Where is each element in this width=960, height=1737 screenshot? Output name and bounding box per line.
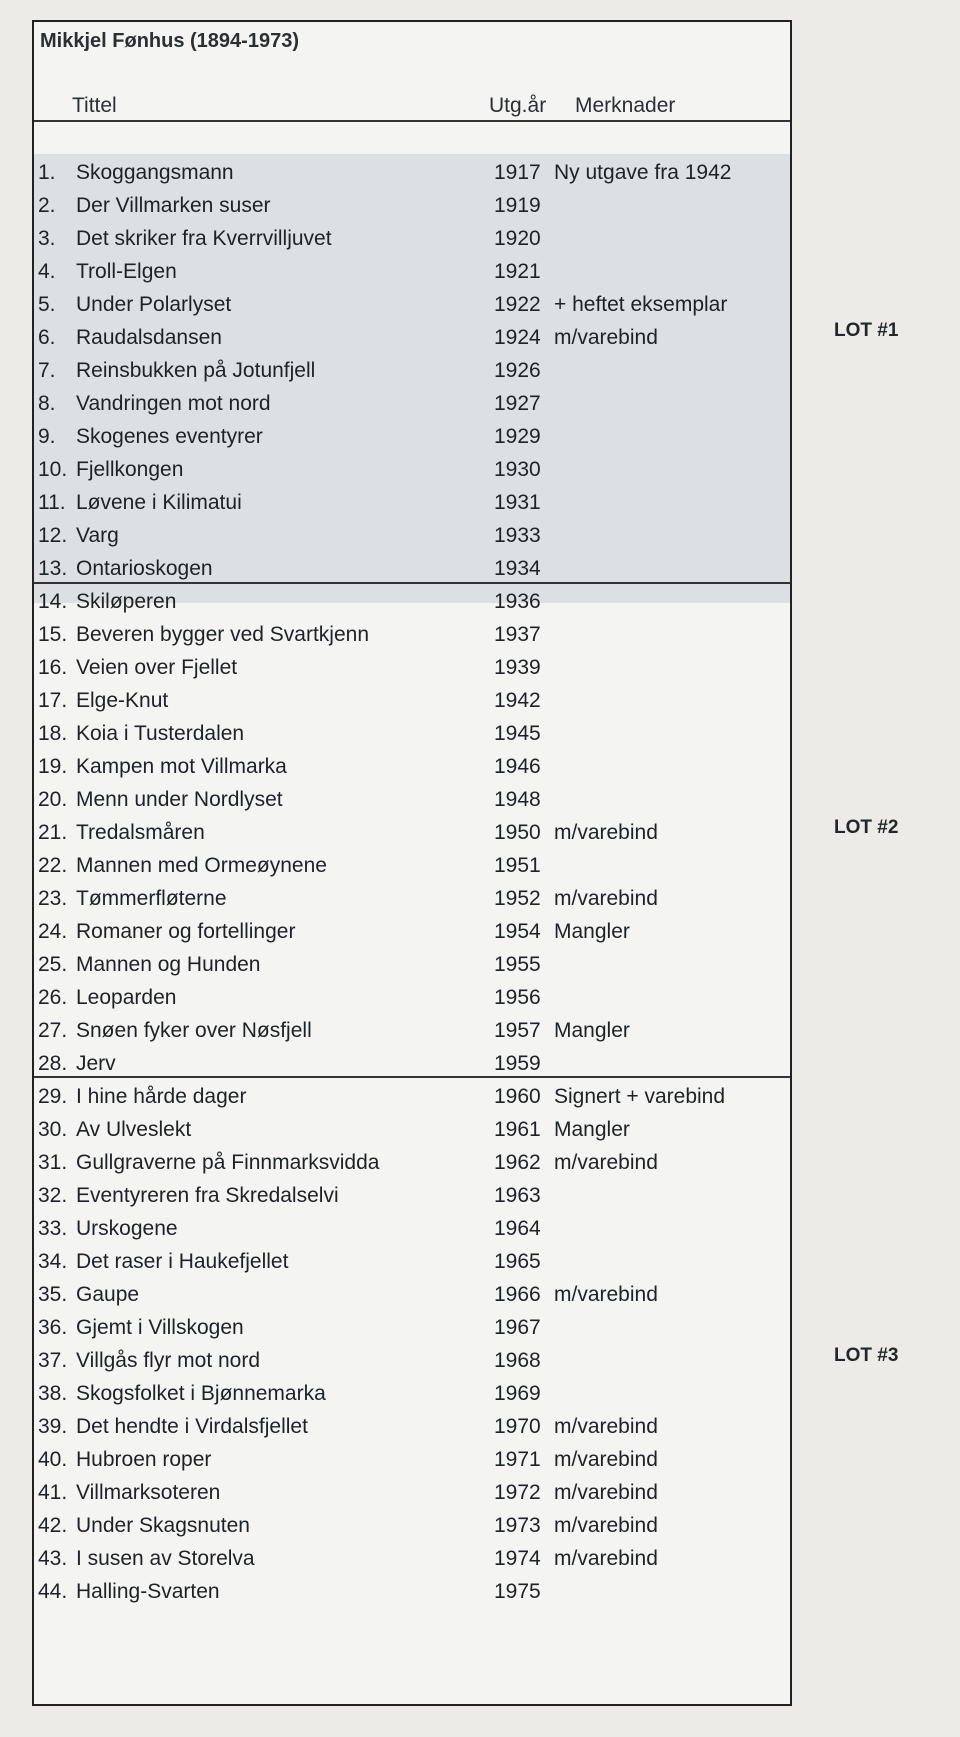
book-number: 15. bbox=[38, 623, 68, 646]
book-title: Skoggangsmann bbox=[76, 161, 234, 184]
book-title: Eventyreren fra Skredalselvi bbox=[76, 1184, 339, 1207]
book-number: 32. bbox=[38, 1184, 68, 1207]
book-number: 2. bbox=[38, 194, 56, 217]
book-list-sheet bbox=[32, 20, 792, 1706]
book-note: m/varebind bbox=[554, 1151, 658, 1174]
book-note: m/varebind bbox=[554, 1481, 658, 1504]
book-title: Jerv bbox=[76, 1052, 116, 1075]
book-title: Under Skagsnuten bbox=[76, 1514, 250, 1537]
table-row bbox=[34, 651, 790, 684]
table-row bbox=[34, 717, 790, 750]
book-year: 1922 bbox=[494, 293, 541, 316]
table-row bbox=[34, 1311, 790, 1344]
lot-divider-2 bbox=[34, 1076, 790, 1078]
book-title: Skogenes eventyrer bbox=[76, 425, 263, 448]
book-note: m/varebind bbox=[554, 1415, 658, 1438]
book-year: 1919 bbox=[494, 194, 541, 217]
book-title: Koia i Tusterdalen bbox=[76, 722, 245, 745]
book-note: m/varebind bbox=[554, 1547, 658, 1570]
book-number: 20. bbox=[38, 788, 68, 811]
book-number: 16. bbox=[38, 656, 68, 679]
book-number: 39. bbox=[38, 1415, 68, 1438]
book-title: Urskogene bbox=[76, 1217, 178, 1240]
book-title: Ontarioskogen bbox=[76, 557, 213, 580]
book-number: 1. bbox=[38, 161, 56, 184]
book-year: 1956 bbox=[494, 986, 541, 1009]
book-number: 35. bbox=[38, 1283, 68, 1306]
book-number: 29. bbox=[38, 1085, 68, 1108]
table-row bbox=[34, 1377, 790, 1410]
table-row bbox=[34, 288, 790, 321]
book-title: Mannen og Hunden bbox=[76, 953, 261, 976]
book-title: Halling-Svarten bbox=[76, 1580, 220, 1603]
book-title: Vandringen mot nord bbox=[76, 392, 271, 415]
book-number: 36. bbox=[38, 1316, 68, 1339]
book-number: 18. bbox=[38, 722, 68, 745]
table-row bbox=[34, 453, 790, 486]
book-number: 5. bbox=[38, 293, 56, 316]
book-year: 1936 bbox=[494, 590, 541, 613]
book-year: 1965 bbox=[494, 1250, 541, 1273]
table-row bbox=[34, 1344, 790, 1377]
book-number: 43. bbox=[38, 1547, 68, 1570]
book-title: Der Villmarken suser bbox=[76, 194, 271, 217]
book-number: 24. bbox=[38, 920, 68, 943]
book-year: 1945 bbox=[494, 722, 541, 745]
book-year: 1933 bbox=[494, 524, 541, 547]
book-note: m/varebind bbox=[554, 326, 658, 349]
table-row bbox=[34, 849, 790, 882]
book-year: 1924 bbox=[494, 326, 541, 349]
book-title: Gjemt i Villskogen bbox=[76, 1316, 244, 1339]
book-title: Av Ulveslekt bbox=[76, 1118, 192, 1141]
book-title: Menn under Nordlyset bbox=[76, 788, 283, 811]
book-number: 42. bbox=[38, 1514, 68, 1537]
lot-divider-1 bbox=[34, 582, 790, 584]
book-number: 12. bbox=[38, 524, 68, 547]
book-year: 1931 bbox=[494, 491, 541, 514]
book-year: 1972 bbox=[494, 1481, 541, 1504]
book-title: Troll-Elgen bbox=[76, 260, 177, 283]
table-row bbox=[34, 1542, 790, 1575]
book-note: Mangler bbox=[554, 1118, 630, 1141]
book-number: 11. bbox=[38, 491, 66, 514]
table-row bbox=[34, 255, 790, 288]
table-row bbox=[34, 684, 790, 717]
book-title: Romaner og fortellinger bbox=[76, 920, 296, 943]
book-year: 1970 bbox=[494, 1415, 541, 1438]
book-title: Det raser i Haukefjellet bbox=[76, 1250, 289, 1273]
book-year: 1929 bbox=[494, 425, 541, 448]
book-note: m/varebind bbox=[554, 887, 658, 910]
table-row bbox=[34, 882, 790, 915]
book-number: 13. bbox=[38, 557, 68, 580]
book-year: 1951 bbox=[494, 854, 541, 877]
book-number: 6. bbox=[38, 326, 56, 349]
table-row bbox=[34, 189, 790, 222]
book-year: 1975 bbox=[494, 1580, 541, 1603]
book-title: Det hendte i Virdalsfjellet bbox=[76, 1415, 308, 1438]
table-row bbox=[34, 948, 790, 981]
book-title: Villgås flyr mot nord bbox=[76, 1349, 261, 1372]
book-note: Mangler bbox=[554, 1019, 630, 1042]
column-header-notes: Merknader bbox=[575, 94, 676, 117]
book-number: 10. bbox=[38, 458, 68, 481]
table-row bbox=[34, 321, 790, 354]
table-row bbox=[34, 552, 790, 585]
book-title: I hine hårde dager bbox=[76, 1085, 247, 1108]
table-row bbox=[34, 1245, 790, 1278]
book-title: Løvene i Kilimatui bbox=[76, 491, 242, 514]
table-row bbox=[34, 915, 790, 948]
table-row bbox=[34, 354, 790, 387]
table-row bbox=[34, 486, 790, 519]
column-header-year: Utg.år bbox=[489, 94, 547, 117]
book-number: 22. bbox=[38, 854, 68, 877]
book-title: Varg bbox=[76, 524, 119, 547]
table-row bbox=[34, 1179, 790, 1212]
book-number: 37. bbox=[38, 1349, 68, 1372]
book-title: Gullgraverne på Finnmarksvidda bbox=[76, 1151, 380, 1174]
table-row bbox=[34, 156, 790, 189]
table-row bbox=[34, 420, 790, 453]
book-number: 28. bbox=[38, 1052, 68, 1075]
book-title: Gaupe bbox=[76, 1283, 140, 1306]
book-number: 27. bbox=[38, 1019, 68, 1042]
lot-1-label: LOT #1 bbox=[834, 320, 899, 341]
book-number: 8. bbox=[38, 392, 56, 415]
book-year: 1963 bbox=[494, 1184, 541, 1207]
lot-2-label: LOT #2 bbox=[834, 817, 899, 838]
book-year: 1961 bbox=[494, 1118, 541, 1141]
book-year: 1921 bbox=[494, 260, 541, 283]
book-number: 38. bbox=[38, 1382, 68, 1405]
book-title: Snøen fyker over Nøsfjell bbox=[76, 1019, 312, 1042]
table-row bbox=[34, 585, 790, 618]
book-number: 17. bbox=[38, 689, 68, 712]
book-number: 7. bbox=[38, 359, 56, 382]
book-number: 30. bbox=[38, 1118, 68, 1141]
book-title: Kampen mot Villmarka bbox=[76, 755, 287, 778]
book-title: Hubroen roper bbox=[76, 1448, 212, 1471]
book-year: 1971 bbox=[494, 1448, 541, 1471]
table-row bbox=[34, 519, 790, 552]
book-year: 1948 bbox=[494, 788, 541, 811]
book-number: 34. bbox=[38, 1250, 68, 1273]
book-title: Mannen med Ormeøynene bbox=[76, 854, 327, 877]
book-title: Tredalsmåren bbox=[76, 821, 205, 844]
book-number: 9. bbox=[38, 425, 56, 448]
book-title: Beveren bygger ved Svartkjenn bbox=[76, 623, 370, 646]
book-number: 41. bbox=[38, 1481, 68, 1504]
book-year: 1974 bbox=[494, 1547, 541, 1570]
book-year: 1952 bbox=[494, 887, 541, 910]
book-number: 26. bbox=[38, 986, 68, 1009]
table-row bbox=[34, 750, 790, 783]
book-year: 1926 bbox=[494, 359, 541, 382]
book-year: 1946 bbox=[494, 755, 541, 778]
book-note: m/varebind bbox=[554, 1514, 658, 1537]
book-year: 1973 bbox=[494, 1514, 541, 1537]
book-year: 1955 bbox=[494, 953, 541, 976]
book-year: 1934 bbox=[494, 557, 541, 580]
table-row bbox=[34, 816, 790, 849]
book-year: 1954 bbox=[494, 920, 541, 943]
book-title: Fjellkongen bbox=[76, 458, 184, 481]
header-divider bbox=[34, 120, 790, 122]
book-title: Villmarksoteren bbox=[76, 1481, 221, 1504]
table-row bbox=[34, 1146, 790, 1179]
book-title: Skogsfolket i Bjønnemarka bbox=[76, 1382, 326, 1405]
book-title: Elge-Knut bbox=[76, 689, 169, 712]
table-row bbox=[34, 1278, 790, 1311]
book-title: Leoparden bbox=[76, 986, 177, 1009]
author-title: Mikkjel Fønhus (1894-1973) bbox=[40, 30, 299, 52]
book-number: 25. bbox=[38, 953, 68, 976]
book-number: 19. bbox=[38, 755, 68, 778]
table-row bbox=[34, 1443, 790, 1476]
book-year: 1962 bbox=[494, 1151, 541, 1174]
book-year: 1937 bbox=[494, 623, 541, 646]
book-year: 1967 bbox=[494, 1316, 541, 1339]
book-note: Ny utgave fra 1942 bbox=[554, 161, 732, 184]
book-year: 1939 bbox=[494, 656, 541, 679]
book-title: Tømmerfløterne bbox=[76, 887, 227, 910]
table-row bbox=[34, 387, 790, 420]
book-title: Skiløperen bbox=[76, 590, 177, 613]
book-year: 1964 bbox=[494, 1217, 541, 1240]
book-year: 1950 bbox=[494, 821, 541, 844]
book-title: Det skriker fra Kverrvilljuvet bbox=[76, 227, 332, 250]
table-row bbox=[34, 1113, 790, 1146]
book-title: Raudalsdansen bbox=[76, 326, 222, 349]
book-number: 23. bbox=[38, 887, 68, 910]
table-row bbox=[34, 618, 790, 651]
book-note: + heftet eksemplar bbox=[554, 293, 728, 316]
book-year: 1957 bbox=[494, 1019, 541, 1042]
book-note: m/varebind bbox=[554, 1448, 658, 1471]
book-note: Signert + varebind bbox=[554, 1085, 726, 1108]
book-title: Veien over Fjellet bbox=[76, 656, 238, 679]
book-number: 40. bbox=[38, 1448, 68, 1471]
book-number: 44. bbox=[38, 1580, 68, 1603]
book-number: 14. bbox=[38, 590, 68, 613]
table-row bbox=[34, 1509, 790, 1542]
book-year: 1969 bbox=[494, 1382, 541, 1405]
table-row bbox=[34, 783, 790, 816]
book-year: 1959 bbox=[494, 1052, 541, 1075]
table-row bbox=[34, 981, 790, 1014]
book-number: 21. bbox=[38, 821, 68, 844]
book-number: 33. bbox=[38, 1217, 68, 1240]
table-row bbox=[34, 1575, 790, 1608]
table-row bbox=[34, 1476, 790, 1509]
book-number: 3. bbox=[38, 227, 56, 250]
table-row bbox=[34, 1212, 790, 1245]
lot-3-label: LOT #3 bbox=[834, 1345, 899, 1366]
book-year: 1960 bbox=[494, 1085, 541, 1108]
book-year: 1930 bbox=[494, 458, 541, 481]
book-year: 1968 bbox=[494, 1349, 541, 1372]
book-number: 31. bbox=[38, 1151, 68, 1174]
book-note: Mangler bbox=[554, 920, 630, 943]
table-row bbox=[34, 222, 790, 255]
book-year: 1917 bbox=[494, 161, 541, 184]
book-note: m/varebind bbox=[554, 1283, 658, 1306]
book-year: 1927 bbox=[494, 392, 541, 415]
book-note: m/varebind bbox=[554, 821, 658, 844]
book-title: I susen av Storelva bbox=[76, 1547, 255, 1570]
book-title: Under Polarlyset bbox=[76, 293, 232, 316]
book-title: Reinsbukken på Jotunfjell bbox=[76, 359, 316, 382]
table-row bbox=[34, 1080, 790, 1113]
book-year: 1920 bbox=[494, 227, 541, 250]
column-header-title: Tittel bbox=[72, 94, 117, 117]
table-row bbox=[34, 1014, 790, 1047]
book-number: 4. bbox=[38, 260, 56, 283]
table-row bbox=[34, 1410, 790, 1443]
book-year: 1942 bbox=[494, 689, 541, 712]
book-year: 1966 bbox=[494, 1283, 541, 1306]
